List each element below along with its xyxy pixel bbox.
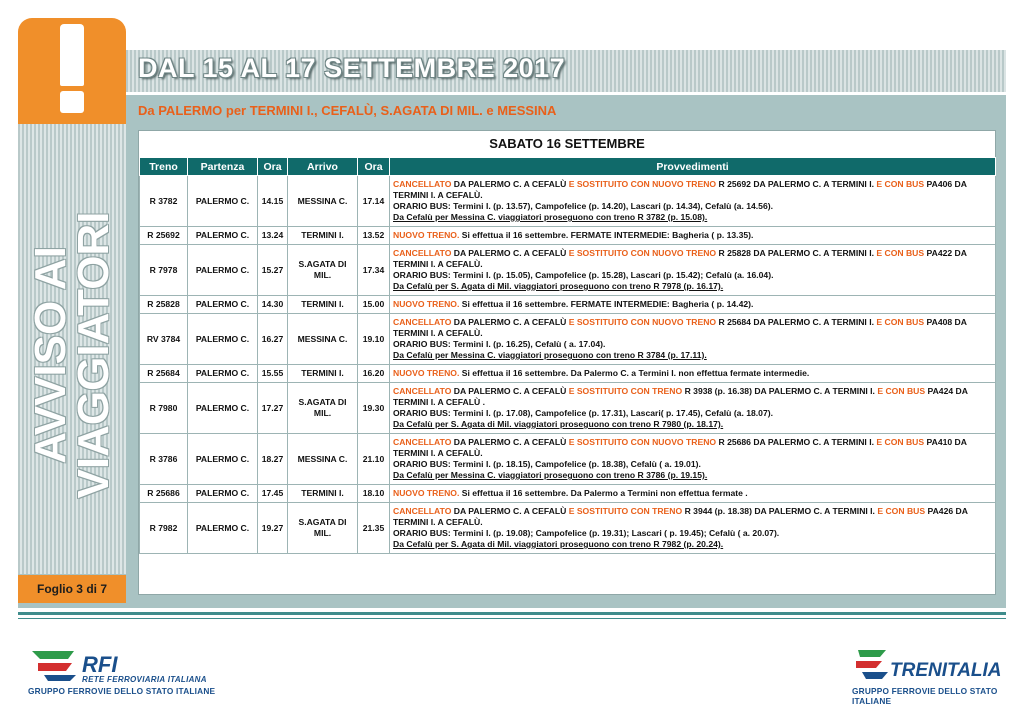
col-header-arrivo: Arrivo [288,158,358,176]
highlight-text: E SOSTITUITO CON NUOVO TRENO [568,317,719,327]
connection-note: Da Cefalù per S. Agata di Mil. viaggiatori proseguono con treno R 7982 (p. 20.24). [393,539,724,549]
table-row [140,296,996,314]
measure-line [393,317,992,339]
col-header-treno: Treno [140,158,188,176]
route-subtitle: Da PALERMO per TERMINI I., CEFALÙ, S.AGATA DI MIL. e MESSINA [138,103,557,118]
highlight-text: E CON BUS [876,437,927,447]
highlight-text: NUOVO TRENO. [393,230,462,240]
train-number-cell: R 25684 [140,365,188,383]
measure-text: PA422 DA TERMINI I. A CEFALÙ. [393,248,967,269]
measure-line [393,281,992,292]
highlight-text: NUOVO TRENO. [393,368,462,378]
train-number-cell: R 25828 [140,296,188,314]
arrival-time-cell: 15.00 [358,296,390,314]
connection-note: Da Cefalù per S. Agata di Mil. viaggiatori proseguono con treno R 7980 (p. 18.17). [393,419,724,429]
measures-cell [390,245,996,296]
footer-rule-thin [18,618,1006,619]
table-row [140,314,996,365]
measure-line [393,299,992,310]
arrival-cell: S.AGATA DI MIL. [288,383,358,434]
measure-line [393,506,992,528]
col-header-ora-partenza: Ora [258,158,288,176]
connection-note: Da Cefalù per Messina C. viaggiatori proseguono con treno R 3786 (p. 19.15). [393,470,708,480]
measure-text: DA PALERMO C. A CEFALÙ [453,506,569,516]
notice-line-2: VIAGGIATORI [69,211,118,499]
arrival-time-cell: 19.10 [358,314,390,365]
measure-text: R 25684 DA PALERMO C. A TERMINI I. [718,317,877,327]
highlight-text: CANCELLATO [393,317,454,327]
arrival-cell: MESSINA C. [288,176,358,227]
measure-text: ORARIO BUS: Termini I. (p. 15.05), Campofelice (p. 15.28), Lascari (p. 15.42); Cefalù (a. 16.04). [393,270,774,280]
arrival-time-cell: 16.20 [358,365,390,383]
departure-time-cell: 17.45 [258,485,288,503]
arrival-time-cell: 17.14 [358,176,390,227]
highlight-text: CANCELLATO [393,437,454,447]
departure-cell: PALERMO C. [188,383,258,434]
measure-line [393,248,992,270]
measures-cell [390,176,996,227]
measure-text: Si effettua il 16 settembre. Da Palermo C. a Termini I. non effettua fermate intermedie. [461,368,810,378]
arrival-time-cell: 18.10 [358,485,390,503]
table-row [140,245,996,296]
connection-note: Da Cefalù per S. Agata di Mil. viaggiatori proseguono con treno R 7978 (p. 16.17). [393,281,724,291]
measure-line [393,459,992,470]
highlight-text: E CON BUS [876,179,927,189]
measure-text: ORARIO BUS: Termini I. (p. 17.08), Campofelice (p. 17.31), Lascari( p. 17.45), Cefalù (a. 18.07). [393,408,773,418]
highlight-text: E CON BUS [877,506,928,516]
measures-cell [390,314,996,365]
train-number-cell: R 25686 [140,485,188,503]
trenitalia-mark-icon [852,646,890,682]
departure-cell: PALERMO C. [188,227,258,245]
highlight-text: E CON BUS [877,386,928,396]
measure-text: DA PALERMO C. A CEFALÙ [453,179,569,189]
departure-cell: PALERMO C. [188,485,258,503]
measure-line [393,230,992,241]
arrival-cell: TERMINI I. [288,227,358,245]
measure-text: PA424 DA TERMINI I. A CEFALÙ . [393,386,968,407]
measure-text: DA PALERMO C. A CEFALÙ [453,248,569,258]
measure-line [393,179,992,201]
exclamation-dot-icon [60,91,84,113]
col-header-partenza: Partenza [188,158,258,176]
table-row [140,485,996,503]
measure-text: PA406 DA TERMINI I. A CEFALÙ. [393,179,967,200]
departure-time-cell: 14.15 [258,176,288,227]
measure-line [393,368,992,379]
departure-cell: PALERMO C. [188,245,258,296]
measure-text: R 25692 DA PALERMO C. A TERMINI I. [718,179,877,189]
arrival-cell: TERMINI I. [288,296,358,314]
measures-cell [390,503,996,554]
departure-time-cell: 17.27 [258,383,288,434]
arrival-time-cell: 21.35 [358,503,390,554]
page-title: DAL 15 AL 17 SETTEMBRE 2017 [138,53,566,83]
measure-line [393,488,992,499]
rfi-name: RETE FERROVIARIA ITALIANA [82,675,207,684]
train-number-cell: R 3786 [140,434,188,485]
day-title: SABATO 16 SETTEMBRE [489,136,645,151]
arrival-time-cell: 19.30 [358,383,390,434]
measure-line [393,419,992,430]
highlight-text: NUOVO TRENO. [393,299,462,309]
trenitalia-group: GRUPPO FERROVIE DELLO STATO ITALIANE [852,686,998,706]
train-number-cell: R 3782 [140,176,188,227]
sheet-number: Foglio 3 di 7 [18,575,126,603]
train-number-cell: R 7980 [140,383,188,434]
departure-cell: PALERMO C. [188,296,258,314]
departure-time-cell: 15.55 [258,365,288,383]
measure-line [393,437,992,459]
measures-cell [390,485,996,503]
measure-text: PA426 DA TERMINI I. A CEFALÙ. [393,506,968,527]
measure-text: Si effettua il 16 settembre. Da Palermo a Termini non effettua fermate . [461,488,748,498]
measure-line [393,212,992,223]
measure-text: ORARIO BUS: Termini I. (p. 19.08); Campofelice (p. 19.31); Lascari ( p. 19.45); Cefalù ( a. 20.07). [393,528,780,538]
departure-time-cell: 16.27 [258,314,288,365]
measure-text: ORARIO BUS: Termini I. (p. 13.57), Campofelice (p. 14.20), Lascari (p. 14.34), Cefalù (a. 14.56). [393,201,773,211]
table-header-row [140,158,996,176]
measure-line [393,539,992,550]
highlight-text: E CON BUS [876,317,927,327]
measure-line [393,528,992,539]
measure-text: Si effettua il 16 settembre. FERMATE INTERMEDIE: Bagheria ( p. 14.42). [461,299,754,309]
arrival-time-cell: 21.10 [358,434,390,485]
measure-line [393,408,992,419]
rfi-group: GRUPPO FERROVIE DELLO STATO ITALIANE [28,686,216,696]
train-number-cell: R 7978 [140,245,188,296]
departure-time-cell: 19.27 [258,503,288,554]
arrival-time-cell: 17.34 [358,245,390,296]
table-row [140,176,996,227]
highlight-text: E SOSTITUITO CON TRENO [568,506,685,516]
measure-text: DA PALERMO C. A CEFALÙ [453,317,569,327]
highlight-text: CANCELLATO [393,386,454,396]
schedule-table [139,157,996,554]
arrival-cell: MESSINA C. [288,434,358,485]
departure-cell: PALERMO C. [188,365,258,383]
table-row [140,365,996,383]
highlight-text: CANCELLATO [393,506,454,516]
rfi-mark-icon [28,645,80,683]
measure-text: R 3938 (p. 16.38) DA PALERMO C. A TERMINI I. [684,386,878,396]
measure-text: R 3944 (p. 18.38) DA PALERMO C. A TERMINI I. [684,506,878,516]
highlight-text: E SOSTITUITO CON NUOVO TRENO [568,248,719,258]
train-number-cell: R 25692 [140,227,188,245]
measures-cell [390,383,996,434]
highlight-text: E SOSTITUITO CON NUOVO TRENO [568,437,719,447]
measure-line [393,386,992,408]
arrival-cell: TERMINI I. [288,485,358,503]
trenitalia-logo-text: TRENITALIA [890,660,1002,681]
connection-note: Da Cefalù per Messina C. viaggiatori proseguono con treno R 3784 (p. 17.11). [393,350,707,360]
measure-line [393,350,992,361]
measure-text: DA PALERMO C. A CEFALÙ [453,386,569,396]
measure-line [393,470,992,481]
departure-cell: PALERMO C. [188,314,258,365]
highlight-text: E CON BUS [876,248,927,258]
train-number-cell: RV 3784 [140,314,188,365]
measures-cell [390,227,996,245]
arrival-cell: MESSINA C. [288,314,358,365]
departure-cell: PALERMO C. [188,176,258,227]
col-header-provvedimenti: Provvedimenti [390,158,996,176]
notice-line-1: AVVISO AI [26,246,75,464]
departure-time-cell: 15.27 [258,245,288,296]
notice-vertical-title [26,211,118,499]
measure-text: PA410 DA TERMINI I. A CEFALÙ. [393,437,967,458]
measures-cell [390,434,996,485]
measure-text: ORARIO BUS: Termini I. (p. 18.15), Campofelice (p. 18.38), Cefalù ( a. 19.01). [393,459,701,469]
departure-time-cell: 14.30 [258,296,288,314]
measure-text: R 25828 DA PALERMO C. A TERMINI I. [718,248,877,258]
rfi-logo-text: RFI [82,652,118,677]
train-number-cell: R 7982 [140,503,188,554]
measure-line [393,201,992,212]
arrival-cell: S.AGATA DI MIL. [288,503,358,554]
highlight-text: CANCELLATO [393,248,454,258]
arrival-cell: TERMINI I. [288,365,358,383]
measure-text: Si effettua il 16 settembre. FERMATE INTERMEDIE: Bagheria ( p. 13.35). [461,230,754,240]
measures-cell [390,365,996,383]
measures-cell [390,296,996,314]
table-row [140,503,996,554]
highlight-text: CANCELLATO [393,179,454,189]
arrival-time-cell: 13.52 [358,227,390,245]
arrival-cell: S.AGATA DI MIL. [288,245,358,296]
measure-text: R 25686 DA PALERMO C. A TERMINI I. [718,437,877,447]
connection-note: Da Cefalù per Messina C. viaggiatori proseguono con treno R 3782 (p. 15.08). [393,212,708,222]
departure-cell: PALERMO C. [188,434,258,485]
highlight-text: E SOSTITUITO CON NUOVO TRENO [568,179,719,189]
footer-rule-thick [18,612,1006,615]
exclamation-icon [60,24,84,86]
measure-text: PA408 DA TERMINI I. A CEFALÙ. [393,317,967,338]
schedule-box [138,130,996,595]
measure-text: ORARIO BUS: Termini I. (p. 16.25), Cefalù ( a. 17.04). [393,339,606,349]
table-row [140,227,996,245]
table-row [140,434,996,485]
measure-line [393,339,992,350]
departure-time-cell: 13.24 [258,227,288,245]
measure-text: DA PALERMO C. A CEFALÙ [453,437,569,447]
table-row [140,383,996,434]
departure-time-cell: 18.27 [258,434,288,485]
highlight-text: E SOSTITUITO CON TRENO [568,386,685,396]
highlight-text: NUOVO TRENO. [393,488,462,498]
col-header-ora-arrivo: Ora [358,158,390,176]
measure-line [393,270,992,281]
departure-cell: PALERMO C. [188,503,258,554]
